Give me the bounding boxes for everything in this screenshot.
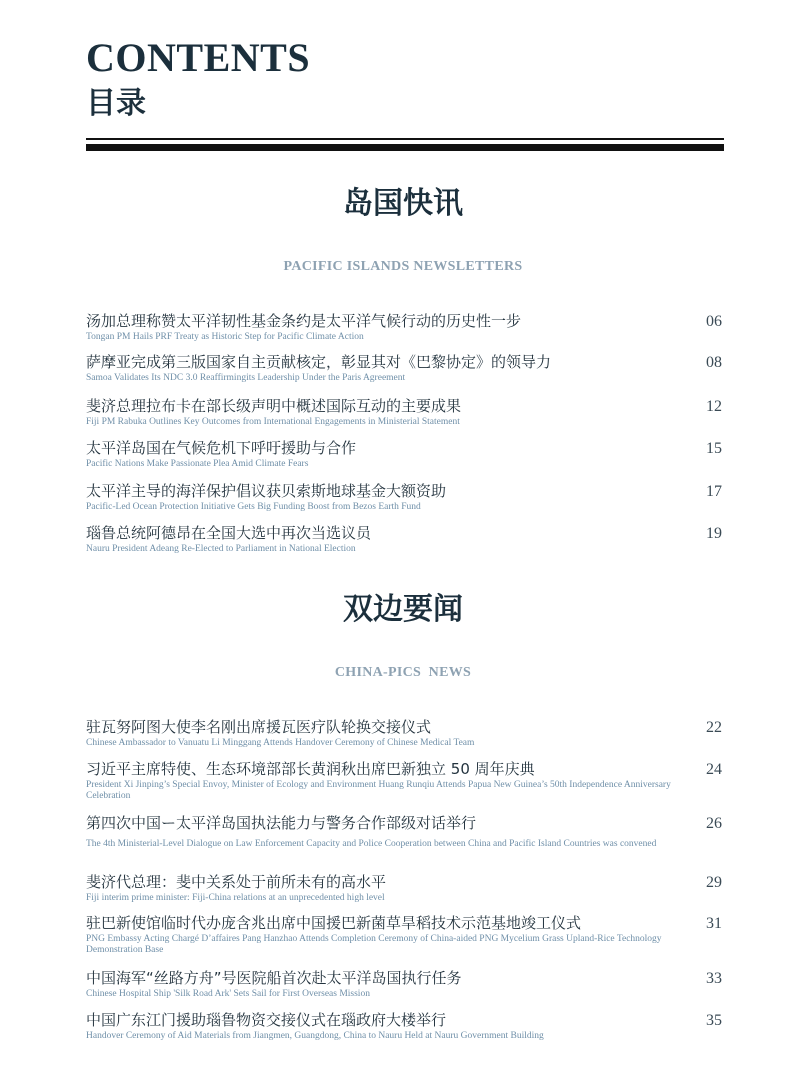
- section-title-en: PACIFIC ISLANDS NEWSLETTERS: [283, 259, 523, 274]
- entry-title-zh: 瑙鲁总统阿德昂在全国大选中再次当选议员: [86, 524, 372, 542]
- toc-entry[interactable]: [86, 760, 720, 802]
- entry-title-zh: 驻巴新使馆临时代办庞含兆出席中国援巴新菌草旱稻技术示范基地竣工仪式: [86, 914, 582, 932]
- entry-page-number: 15: [706, 440, 722, 457]
- toc-entry[interactable]: [86, 482, 720, 513]
- toc-entry[interactable]: [86, 969, 720, 1000]
- entry-title-en: PNG Embassy Acting Chargé D’affaires Pang Hanzhao Attends Completion Ceremony of China-aided PNG Mycelium Grass Upland-Rice Technology Demonstration Base: [86, 934, 662, 955]
- header-divider-thin: [86, 138, 724, 140]
- entry-page-number: 17: [706, 483, 722, 500]
- entry-page-number: 31: [706, 915, 722, 932]
- entry-title-en: Handover Ceremony of Aid Materials from Jiangmen, Guangdong, China to Nauru Held at Nauru Government Building: [86, 1031, 544, 1041]
- entry-title-zh: 驻瓦努阿图大使李名刚出席援瓦医疗队轮换交接仪式: [86, 718, 432, 736]
- toc-entry[interactable]: [86, 718, 720, 749]
- entry-title-en: Chinese Hospital Ship 'Silk Road Ark' Sets Sail for First Overseas Mission: [86, 989, 370, 999]
- entry-page-number: 08: [706, 354, 722, 371]
- entry-title-en: Samoa Validates Its NDC 3.0 Reaffirmingits Leadership Under the Paris Agreement: [86, 373, 406, 383]
- entry-title-en: President Xi Jinping’s Special Envoy, Minister of Ecology and Environment Huang Runqiu Attends Papua New Guinea’s 50th Independence Anniversary Celebration: [86, 780, 671, 801]
- entry-page-number: 06: [706, 313, 722, 330]
- entry-page-number: 29: [706, 874, 722, 891]
- entry-title-zh: 斐济总理拉布卡在部长级声明中概述国际互动的主要成果: [86, 397, 462, 415]
- entry-page-number: 22: [706, 719, 722, 736]
- section-china-pics: [86, 592, 720, 1052]
- contents-title-en: CONTENTS: [86, 35, 311, 80]
- section-title-en: CHINA-PICS NEWS: [334, 665, 472, 680]
- toc-entry[interactable]: [86, 1011, 720, 1042]
- entry-title-en: Pacific Nations Make Passionate Plea Amid Climate Fears: [86, 459, 309, 469]
- entry-page-number: 24: [706, 761, 722, 778]
- entry-title-zh: 中国广东江门援助瑙鲁物资交接仪式在瑙政府大楼举行: [86, 1011, 447, 1029]
- entry-title-zh: 太平洋岛国在气候危机下呼吁援助与合作: [86, 439, 357, 457]
- section-pacific-islands: [86, 186, 720, 566]
- entry-title-zh: 第四次中国ー太平洋岛国执法能力与警务合作部级对话举行: [86, 814, 477, 832]
- entry-page-number: 19: [706, 525, 722, 542]
- toc-entry[interactable]: [86, 814, 720, 850]
- entry-page-number: 12: [706, 398, 722, 415]
- entry-page-number: 33: [706, 970, 722, 987]
- section-title-zh: 双边要闻: [343, 592, 463, 627]
- toc-entry[interactable]: [86, 524, 720, 555]
- entry-page-number: 26: [706, 815, 722, 832]
- entry-title-en: Tongan PM Hails PRF Treaty as Historic Step for Pacific Climate Action: [86, 332, 364, 342]
- entry-title-zh: 斐济代总理：斐中关系处于前所未有的高水平: [86, 873, 387, 891]
- toc-entry[interactable]: [86, 353, 720, 384]
- entry-title-zh: 汤加总理称赞太平洋韧性基金条约是太平洋气候行动的历史性一步: [86, 312, 522, 330]
- entry-title-en: Chinese Ambassador to Vanuatu Li Minggang Attends Handover Ceremony of Chinese Medical Team: [86, 738, 475, 748]
- entry-title-zh: 中国海军“丝路方舟”号医院船首次赴太平洋岛国执行任务: [86, 969, 462, 987]
- entry-title-en: Fiji PM Rabuka Outlines Key Outcomes from International Engagements in Ministerial Statement: [86, 417, 460, 427]
- entry-title-en: The 4th Ministerial-Level Dialogue on Law Enforcement Capacity and Police Cooperation between China and Pacific Island Countries was convened: [86, 839, 657, 849]
- entry-title-zh: 太平洋主导的海洋保护倡议获贝索斯地球基金大额资助: [86, 482, 447, 500]
- entry-title-zh: 萨摩亚完成第三版国家自主贡献核定，彰显其对《巴黎协定》的领导力: [86, 353, 552, 371]
- contents-title-zh: 目录: [86, 86, 146, 121]
- toc-entry[interactable]: [86, 873, 720, 904]
- toc-entry[interactable]: [86, 397, 720, 428]
- header-divider-thick: [86, 144, 724, 151]
- entry-title-zh: 习近平主席特使、生态环境部部长黄润秋出席巴新独立 50 周年庆典: [86, 760, 535, 778]
- toc-entry[interactable]: [86, 312, 720, 343]
- section-title-zh: 岛国快讯: [343, 186, 463, 221]
- entry-title-en: Nauru President Adeang Re-Elected to Parliament in National Election: [86, 544, 356, 554]
- entry-title-en: Fiji interim prime minister: Fiji-China relations at an unprecedented high level: [86, 893, 385, 903]
- entry-title-en: Pacific-Led Ocean Protection Initiative Gets Big Funding Boost from Bezos Earth Fund: [86, 502, 421, 512]
- page-header: [86, 36, 310, 122]
- entry-page-number: 35: [706, 1012, 722, 1029]
- toc-entry[interactable]: [86, 914, 720, 956]
- toc-entry[interactable]: [86, 439, 720, 470]
